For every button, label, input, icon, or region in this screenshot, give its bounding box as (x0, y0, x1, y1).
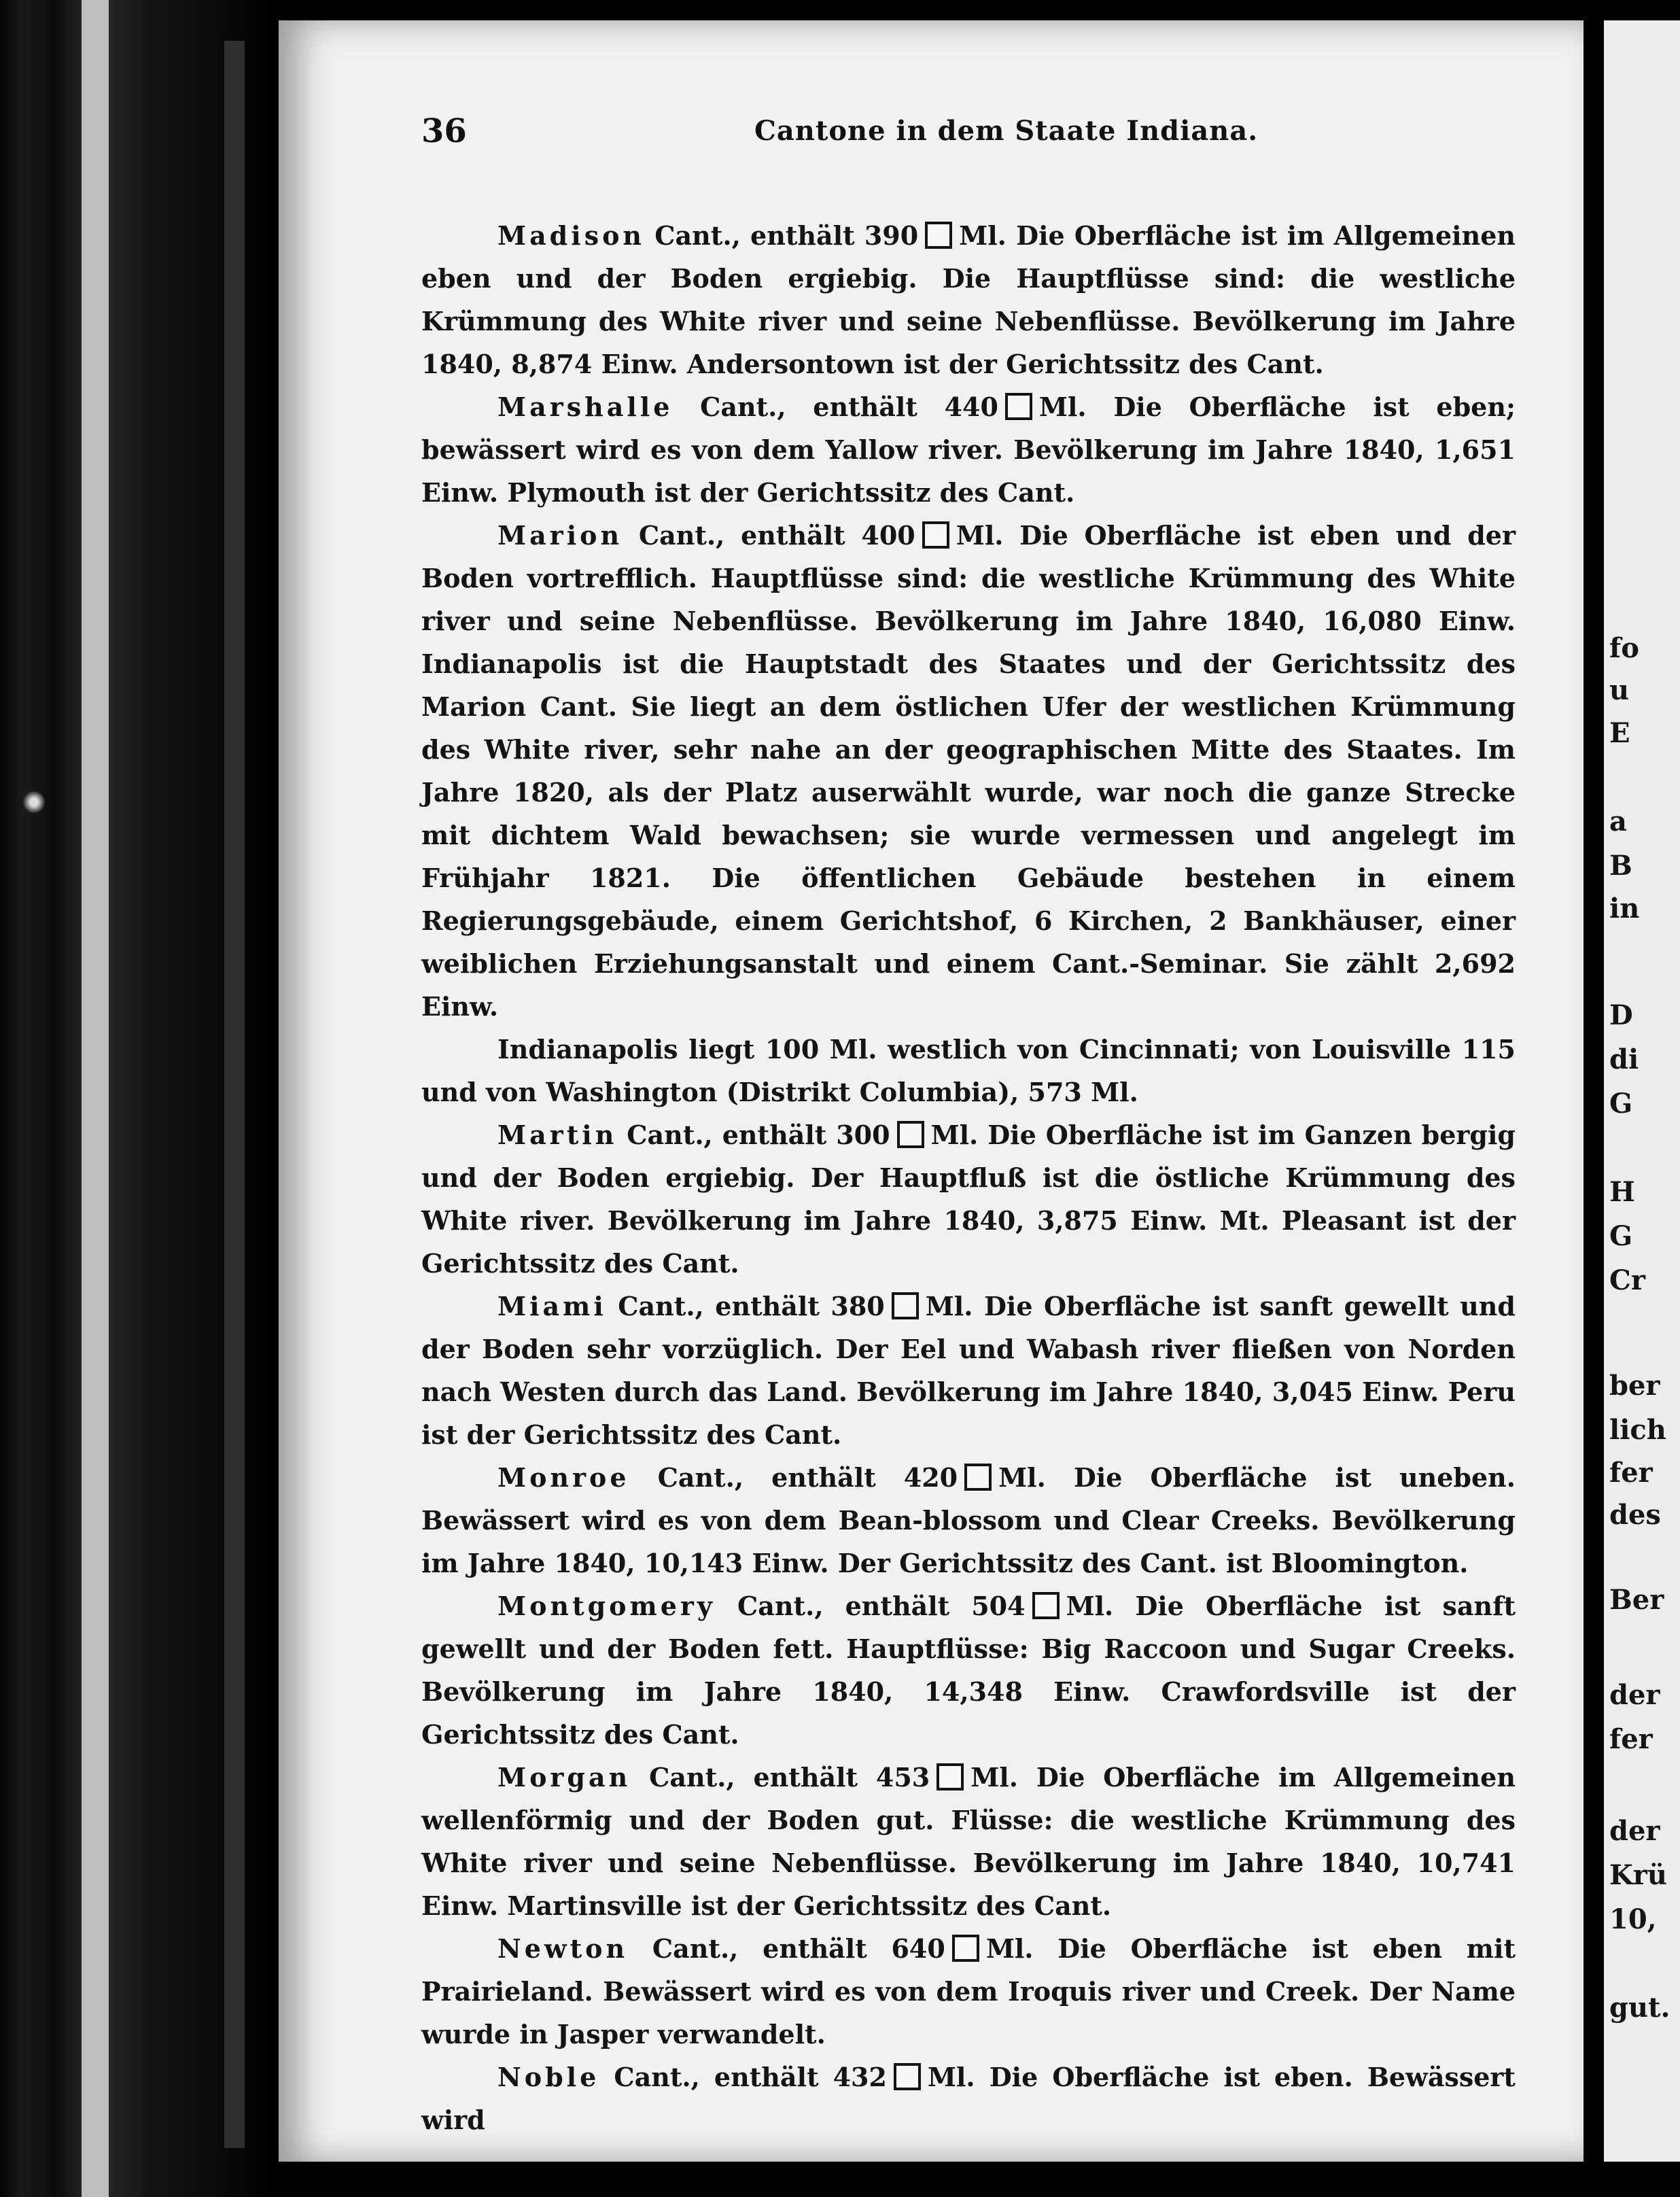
entry-text: Ml. Die Oberfläche ist eben; bewässert wird es von dem Yallow river. Bevölkerung im Jahre 1840, 1,651 Einw. Plymouth ist der Gerichtssitz des Cant. (421, 392, 1516, 508)
page-header (421, 112, 1441, 167)
square-symbol-icon (894, 2063, 921, 2090)
entry-text: Ml. Die Oberfläche ist sanft gewellt und der Boden sehr vorzüglich. Der Eel und Wabash river fließen von Norden nach Westen durch das Land. Bevölkerung im Jahre 1840, 3,045 Einw. Peru ist der Gerichtssitz des Cant. (421, 1291, 1516, 1450)
facing-page-fragment: des (1609, 1499, 1661, 1531)
facing-page-fragment: B (1609, 850, 1632, 882)
entry-text: Ml. Die Oberfläche ist eben. Bewässert wird (421, 2062, 1516, 2135)
entry-area: Cant., enthält 400 (638, 520, 915, 551)
entry-name: Martin (497, 1120, 618, 1150)
entry-area: Cant., enthält 380 (618, 1291, 885, 1321)
entry-area: Cant., enthält 390 (654, 220, 919, 251)
entry-paragraph (421, 514, 1516, 1028)
entry-paragraph (421, 1756, 1516, 1927)
facing-page-fragment: a (1609, 806, 1627, 837)
binding-shadow (224, 41, 245, 2148)
square-symbol-icon (922, 521, 949, 549)
entry-paragraph (421, 1113, 1516, 1285)
facing-page-fragment: gut. (1609, 1992, 1670, 2024)
entry-paragraph (421, 385, 1516, 514)
page-body (421, 214, 1516, 2141)
entry-text: Ml. Die Oberfläche ist sanft gewellt und der Boden fett. Hauptflüsse: Big Raccoon und Sugar Creeks. Bevölkerung im Jahre 1840, 14,348 Einw. Crawfordsville ist der Gerichtssitz des Cant. (421, 1591, 1516, 1750)
facing-page-fragment: H (1609, 1176, 1635, 1208)
entry-area: Cant., enthält 640 (652, 1933, 945, 1964)
entry-name: Miami (497, 1291, 607, 1321)
entry-paragraph (421, 1585, 1516, 1756)
square-symbol-icon (892, 1292, 919, 1319)
entry-name: Madison (497, 220, 646, 251)
facing-page-fragment: D (1609, 999, 1633, 1031)
entry-text: Ml. Die Oberfläche ist im Ganzen bergig und der Boden ergiebig. Der Hauptfluß ist die östliche Krümmung des White river. Bevölkerung im Jahre 1840, 3,875 Einw. Mt. Pleasant ist der Gerichtssitz des Cant. (421, 1120, 1516, 1279)
facing-page-fragment: di (1609, 1043, 1639, 1075)
square-symbol-icon (964, 1464, 992, 1491)
entry-area: Cant., enthält 432 (614, 2062, 887, 2092)
entry-paragraph (421, 1285, 1516, 1456)
entry-name: Noble (497, 2062, 600, 2092)
facing-page-fragment: ber (1609, 1370, 1660, 1402)
entry-text: Ml. Die Oberfläche im Allgemeinen wellenförmig und der Boden gut. Flüsse: die westliche Krümmung des White river und seine Nebenflüsse. Bevölkerung im Jahre 1840, 10,741 Einw. Martinsville ist der Gerichtssitz des Cant. (421, 1762, 1516, 1921)
binding-edge-highlight (82, 0, 109, 2197)
facing-page-fragment: 10, (1609, 1903, 1657, 1935)
entry-name: Montgomery (497, 1591, 716, 1621)
square-symbol-icon (897, 1121, 924, 1148)
entry-paragraph (421, 1927, 1516, 2056)
scan-artifact (20, 789, 48, 816)
entry-name: Newton (497, 1933, 629, 1964)
facing-page-fragment: Krü (1609, 1859, 1667, 1891)
facing-page-fragment: Ber (1609, 1584, 1664, 1616)
entry-area: Cant., enthält 453 (649, 1762, 930, 1793)
entry-name: Morgan (497, 1762, 631, 1793)
entry-area: Cant., enthält 300 (627, 1120, 890, 1150)
facing-page-fragment: G (1609, 1220, 1633, 1252)
square-symbol-icon (1005, 393, 1032, 420)
facing-page-fragment: der (1609, 1815, 1660, 1847)
entry-name: Marshalle (497, 392, 673, 422)
entry-name: Marion (497, 520, 623, 551)
facing-page-fragment: fer (1609, 1457, 1653, 1489)
square-symbol-icon (925, 222, 952, 249)
entry-name: Monroe (497, 1462, 630, 1493)
facing-page-fragment: u (1609, 674, 1630, 706)
square-symbol-icon (937, 1763, 964, 1791)
facing-page-fragment: E (1609, 717, 1630, 749)
entry-paragraph (421, 2056, 1516, 2141)
entry-text: Ml. Die Oberfläche ist eben und der Boden vortrefflich. Hauptflüsse sind: die westliche Krümmung des White river und seine Nebenflüsse. Bevölkerung im Jahre 1840, 16,080 Einw. Indianapolis ist die Hauptstadt des Staates und der Gerichtssitz des Marion Cant. Sie liegt an dem östlichen Ufer der westlichen Krümmung des White river, sehr nahe an der geographischen Mitte des Staates. Im Jahre 1820, als der Platz auserwählt wurde, war noch die ganze Strecke mit dichtem Wald bewachsen; sie wurde vermessen und angelegt im Frühjahr 1821. Die öffentlichen Gebäude bestehen in einem Regierungsgebäude, einem Gerichtshof, 6 Kirchen, 2 Bankhäuser, einer weiblichen Erziehungsanstalt und einem Cant.-Seminar. Sie zählt 2,692 Einw. (421, 520, 1516, 1022)
facing-page-fragment: fer (1609, 1723, 1653, 1755)
square-symbol-icon (1032, 1592, 1060, 1619)
entry-text: Indianapolis liegt 100 Ml. westlich von Cincinnati; von Louisville 115 und von Washington (Distrikt Columbia), 573 Ml. (421, 1034, 1516, 1107)
entry-text: Ml. Die Oberfläche ist im Allgemeinen eben und der Boden ergiebig. Die Hauptflüsse sind: die westliche Krümmung des White river und seine Nebenflüsse. Bevölkerung im Jahre 1840, 8,874 Einw. Andersontown ist der Gerichtssitz des Cant. (421, 220, 1516, 379)
entry-text: Ml. Die Oberfläche ist eben mit Prairieland. Bewässert wird es von dem Iroquis river und Creek. Der Name wurde in Jasper verwandelt. (421, 1933, 1516, 2049)
entry-paragraph (421, 214, 1516, 385)
page-number: 36 (421, 112, 467, 150)
entry-area: Cant., enthält 440 (700, 392, 998, 422)
entry-area: Cant., enthält 420 (657, 1462, 958, 1493)
facing-page-fragment: der (1609, 1679, 1660, 1711)
facing-page-edge (1604, 20, 1680, 2162)
facing-page-fragment: G (1609, 1088, 1633, 1120)
facing-page-fragment: lich (1609, 1414, 1666, 1446)
running-title: Cantone in dem Staate Indiana. (754, 115, 1259, 147)
entry-area: Cant., enthält 504 (737, 1591, 1026, 1621)
square-symbol-icon (952, 1935, 979, 1962)
entry-paragraph (421, 1028, 1516, 1113)
entry-paragraph (421, 1456, 1516, 1585)
facing-page-fragment: Cr (1609, 1264, 1645, 1296)
book-page (279, 20, 1583, 2162)
facing-page-fragment: fo (1609, 632, 1639, 664)
entry-text: Ml. Die Oberfläche ist uneben. Bewässert wird es von dem Bean-blossom und Clear Creeks. Bevölkerung im Jahre 1840, 10,143 Einw. Der Gerichtssitz des Cant. ist Bloomington. (421, 1462, 1516, 1578)
facing-page-fragment: in (1609, 893, 1640, 924)
